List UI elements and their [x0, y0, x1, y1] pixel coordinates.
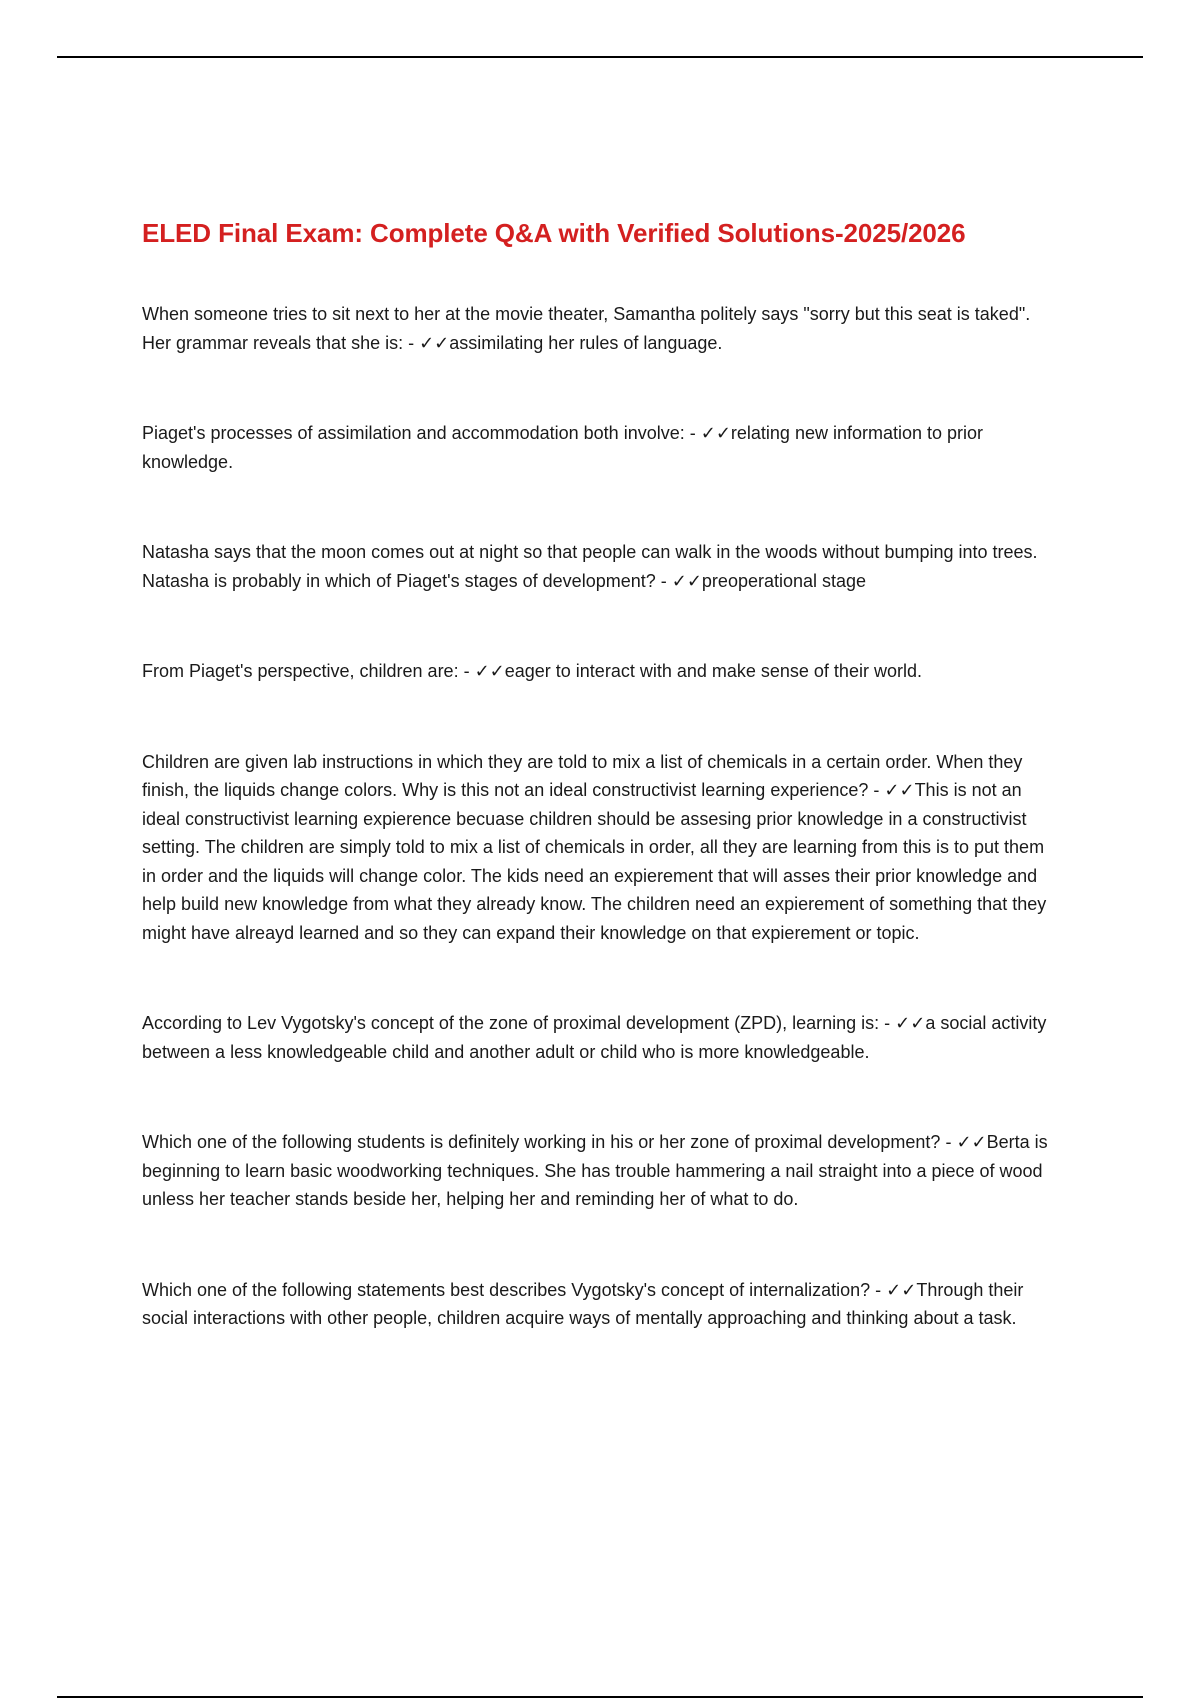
- qa-item: [142, 1128, 1062, 1214]
- separator: -: [868, 780, 885, 800]
- question-text: Piaget's processes of assimilation and accommodation both involve:: [142, 423, 685, 443]
- check-mark-icon: ✓✓: [671, 570, 702, 591]
- question-text: From Piaget's perspective, children are:: [142, 661, 459, 681]
- qa-item: [142, 748, 1062, 948]
- separator: -: [403, 332, 420, 353]
- check-mark-icon: ✓✓: [884, 780, 915, 800]
- answer-text: assimilating her rules of language.: [449, 332, 723, 353]
- answer-text: a social activity between a less knowledgeable child and another adult or child who is more knowledgeable.: [142, 1013, 1047, 1062]
- answer-text: eager to interact with and make sense of their world.: [504, 661, 922, 681]
- question-text: When someone tries to sit next to her at the movie theater, Samantha politely says "sorry but this seat is taked". Her grammar reveals that she is:: [142, 304, 1031, 353]
- qa-item: [142, 1276, 1062, 1333]
- qa-item: [142, 538, 1062, 595]
- answer-text: Berta is beginning to learn basic woodworking techniques. She has trouble hammering a nail straight into a piece of wood unless her teacher stands beside her, helping her and reminding her of what to do.: [142, 1132, 1048, 1209]
- question-text: According to Lev Vygotsky's concept of the zone of proximal development (ZPD), learning is:: [142, 1013, 880, 1033]
- check-mark-icon: ✓✓: [474, 661, 505, 681]
- document-title: ELED Final Exam: Complete Q&A with Verified Solutions-2025/2026: [142, 218, 966, 248]
- bottom-divider: [57, 1696, 1143, 1698]
- question-text: Children are given lab instructions in which they are told to mix a list of chemicals in a certain order. When they finish, the liquids change colors. Why is this not an ideal constructivist learning experience?: [142, 751, 1023, 800]
- qa-list: [142, 300, 1062, 1333]
- document-body: [142, 216, 1062, 1395]
- check-mark-icon: ✓✓: [886, 1279, 917, 1300]
- qa-item: [142, 657, 1062, 686]
- separator: -: [655, 570, 672, 591]
- top-divider: [57, 56, 1143, 58]
- separator: -: [684, 423, 701, 443]
- check-mark-icon: ✓✓: [956, 1132, 987, 1152]
- check-mark-icon: ✓✓: [419, 332, 450, 353]
- qa-item: [142, 300, 1062, 357]
- separator: -: [458, 661, 475, 681]
- answer-text: preoperational stage: [701, 570, 867, 591]
- question-text: Natasha says that the moon comes out at night so that people can walk in the woods without bumping into trees. Natasha is probably in which of Piaget's stages of development?: [142, 542, 1038, 591]
- separator: -: [870, 1279, 887, 1300]
- question-text: Which one of the following students is definitely working in his or her zone of proximal development?: [142, 1132, 941, 1152]
- check-mark-icon: ✓✓: [700, 423, 731, 443]
- answer-text: This is not an ideal constructivist learning expierence becuase children should be assesing prior knowledge in a constructivist setting. The children are simply told to mix a list of chemicals in order, all they are learning from this is to put them in order and the liquids will change color. The kids need an expierement that will asses their prior knowledge and help build new knowledge from what they already know. The children need an expierement of something that they might have alreayd learned and so they can expand their knowledge on that expierement or topic.: [142, 780, 1047, 943]
- answer-text: relating new information to prior knowledge.: [142, 423, 984, 472]
- question-text: Which one of the following statements best describes Vygotsky's concept of internalization?: [142, 1279, 871, 1300]
- qa-item: [142, 419, 1062, 476]
- check-mark-icon: ✓✓: [895, 1013, 926, 1033]
- separator: -: [940, 1132, 957, 1152]
- qa-item: [142, 1009, 1062, 1066]
- answer-text: Through their social interactions with other people, children acquire ways of mentally approaching and thinking about a task.: [142, 1279, 1024, 1328]
- separator: -: [879, 1013, 896, 1033]
